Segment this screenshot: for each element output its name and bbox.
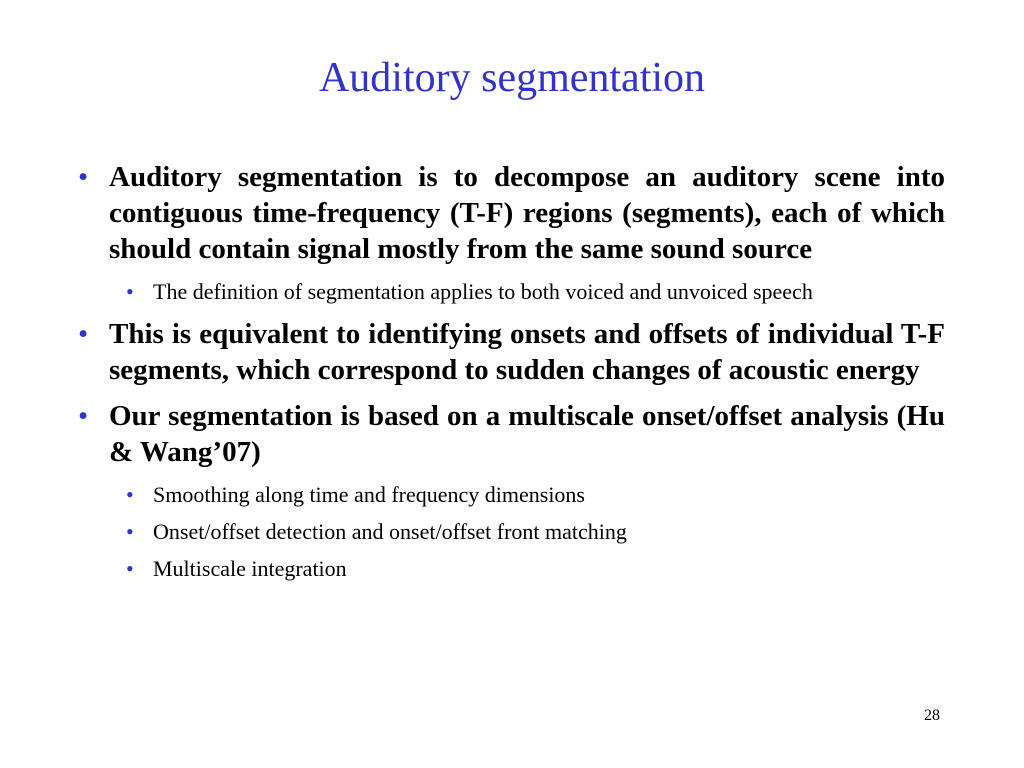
bullet-3-sub-1-text: Smoothing along time and frequency dimensions <box>153 482 585 507</box>
bullet-icon: • <box>78 400 89 432</box>
bullet-3-sub-3-text: Multiscale integration <box>153 556 347 581</box>
bullet-1-sub-1 <box>78 277 945 306</box>
bullet-3 <box>78 398 945 470</box>
slide-title: Auditory segmentation <box>318 55 706 101</box>
sub-bullet-icon: • <box>126 519 134 544</box>
slide-content <box>78 159 945 591</box>
bullet-1-sub-1-text: The definition of segmentation applies to both voiced and unvoiced speech <box>153 279 813 304</box>
page-number: 28 <box>924 707 940 724</box>
bullet-1-text: Auditory segmentation is to decompose an auditory scene into contiguous time-frequency (T-F) regions (segments), each of which should contain signal mostly from the same sound source <box>109 161 945 265</box>
bullet-3-sub-1 <box>78 480 945 509</box>
bullet-icon: • <box>78 161 89 193</box>
sub-bullet-icon: • <box>126 556 134 581</box>
bullet-2 <box>78 316 945 388</box>
bullet-icon: • <box>78 318 89 350</box>
sub-bullet-icon: • <box>126 279 134 304</box>
bullet-3-text: Our segmentation is based on a multiscale onset/offset analysis (Hu & Wang’07) <box>109 400 945 468</box>
bullet-3-sub-2-text: Onset/offset detection and onset/offset front matching <box>153 519 627 544</box>
bullet-3-sub-3 <box>78 554 945 583</box>
sub-bullet-icon: • <box>126 482 134 507</box>
bullet-1 <box>78 159 945 267</box>
bullet-2-text: This is equivalent to identifying onsets and offsets of individual T-F segments, which correspond to sudden changes of acoustic energy <box>109 318 945 386</box>
bullet-3-sub-2 <box>78 517 945 546</box>
